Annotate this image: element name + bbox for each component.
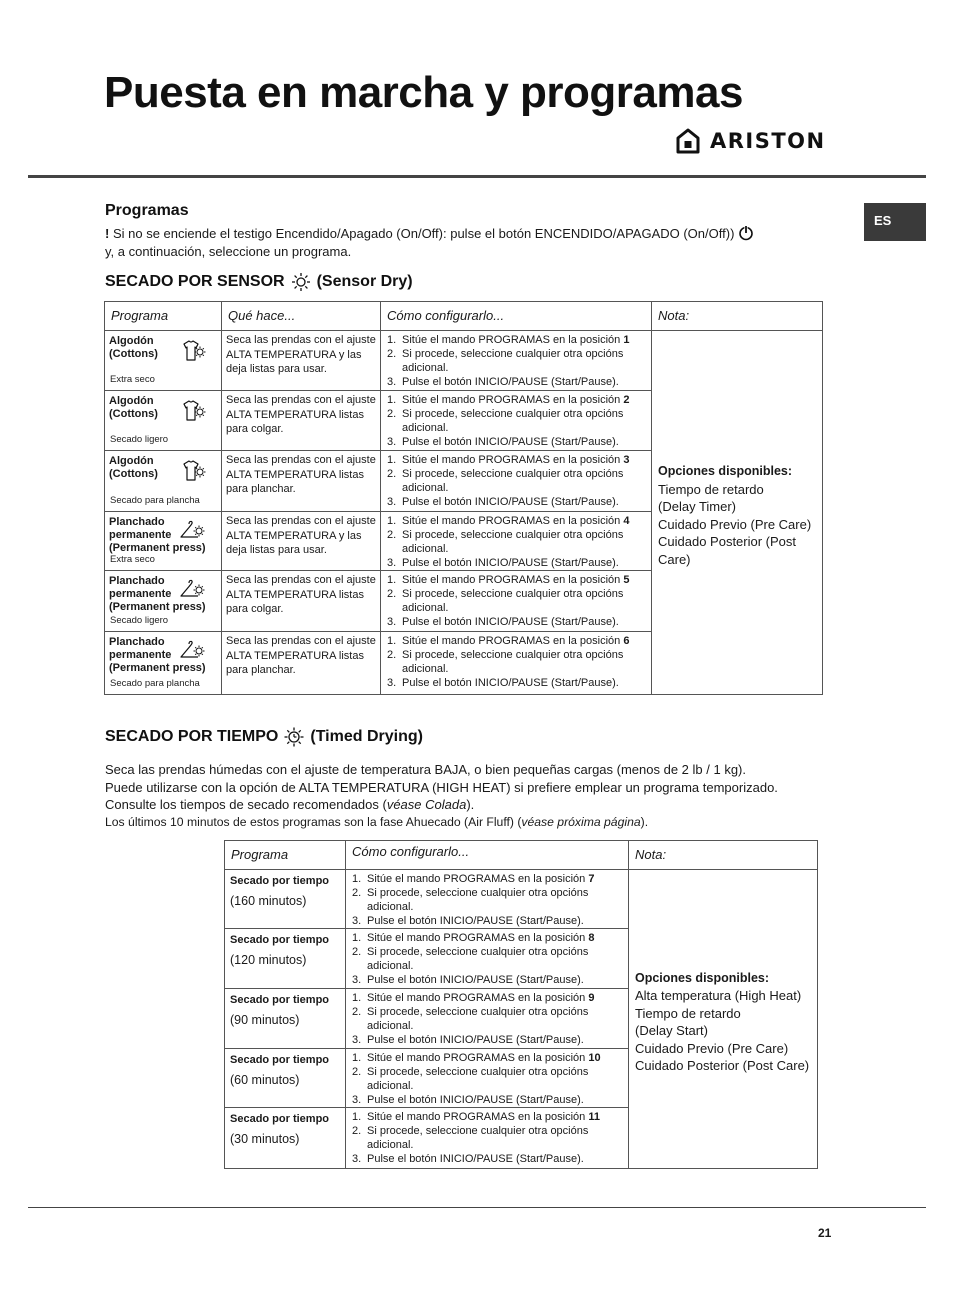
step-1: 1. Sitúe el mando PROGRAMAS en la posición 11 <box>352 1111 600 1123</box>
shirt-sun-icon <box>181 459 207 483</box>
note-text: Si no se enciende el testigo Encendido/Apagado (On/Off): pulse el botón ENCENDIDO/APAGADO (On/Off)) <box>112 226 735 241</box>
program-steps <box>381 391 652 451</box>
program-description: Seca las prendas con el ajuste ALTA TEMPERATURA listas para planchar. <box>222 632 381 695</box>
shirt-sun-icon <box>181 339 207 363</box>
page-number: 21 <box>818 1226 832 1240</box>
step-3: 3. Pulse el botón INICIO/PAUSE (Start/Pause). <box>387 496 619 508</box>
steps-list <box>381 451 651 509</box>
step-1: 1. Sitúe el mando PROGRAMAS en la posición 10 <box>352 1052 601 1064</box>
step-1: 1. Sitúe el mando PROGRAMAS en la posición 7 <box>352 873 595 885</box>
language-tab: ES <box>864 203 926 241</box>
table-row <box>105 331 823 391</box>
brand-logo <box>676 128 826 154</box>
step-3: 3. Pulse el botón INICIO/PAUSE (Start/Pause). <box>387 677 619 689</box>
program-name: Algodón (Cottons) <box>109 335 158 360</box>
program-description: Seca las prendas con el ajuste ALTA TEMPERATURA y las deja listas para usar. <box>222 512 381 571</box>
program-position: 9 <box>588 992 595 1004</box>
program-steps <box>381 632 652 695</box>
program-steps <box>346 870 629 929</box>
nota-heading: Opciones disponibles: <box>658 464 793 478</box>
program-description: Seca las prendas con el ajuste ALTA TEMPERATURA listas para colgar. <box>222 391 381 451</box>
timed-p4: Los últimos 10 minutos de estos programas son la fase Ahuecado (Air Fluff) (véase próxima página). <box>105 814 649 829</box>
timed-drying-table <box>224 840 818 1169</box>
sensor-heading-b: (Sensor Dry) <box>316 273 413 290</box>
program-position: 2 <box>623 394 630 406</box>
program-name: Planchado permanente (Permanent press) <box>109 516 206 554</box>
steps-list <box>381 391 651 449</box>
header-rule <box>28 175 926 178</box>
program-position: 3 <box>623 454 630 466</box>
program-cell <box>105 571 222 632</box>
steps-list <box>381 571 651 629</box>
step-1: 1. Sitúe el mando PROGRAMAS en la posición 6 <box>387 635 630 647</box>
program-cell <box>105 331 222 391</box>
step-3: 3. Pulse el botón INICIO/PAUSE (Start/Pause). <box>352 1153 584 1165</box>
step-1: 1. Sitúe el mando PROGRAMAS en la posición 5 <box>387 574 630 586</box>
program-description: Seca las prendas con el ajuste ALTA TEMPERATURA listas para colgar. <box>222 571 381 632</box>
program-name: Planchado permanente (Permanent press) <box>109 636 206 674</box>
col-programa: Programa <box>225 841 346 870</box>
program-variant: Secado ligero <box>110 434 169 445</box>
timed-p1: Seca las prendas húmedas con el ajuste de temperatura BAJA, o bien pequeñas cargas (menos de 2 lb / 1 kg). <box>105 762 746 777</box>
step-2: 2. Si procede, seleccione cualquier otra opcións adicional. <box>352 1066 589 1092</box>
step-2: 2. Si procede, seleccione cualquier otra opcións adicional. <box>387 408 624 434</box>
hanger-sun-icon <box>179 640 207 664</box>
program-name: Planchado permanente (Permanent press) <box>109 575 206 613</box>
program-name: Secado por tiempo <box>230 994 330 1006</box>
timed-p2: Puede utilizarse con la opción de ALTA TEMPERATURA (HIGH HEAT) si prefiere emplear un programa temporizado. <box>105 779 778 795</box>
timed-heading-a: SECADO POR TIEMPO <box>105 728 279 745</box>
footer-rule <box>28 1207 926 1208</box>
col-como: Cómo configurarlo... <box>346 841 629 870</box>
program-steps <box>381 331 652 391</box>
section-heading-sensor <box>105 272 413 292</box>
program-variant: Secado ligero <box>110 615 169 626</box>
program-cell <box>225 929 346 989</box>
nota-cell: Opciones disponibles: Alta temperatura (High Heat) Tiempo de retardo (Delay Start) Cuidado Previo (Pre Care) Cuidado Posterior (Post Care) <box>629 870 818 1169</box>
program-description: Seca las prendas con el ajuste ALTA TEMPERATURA y las deja listas para usar. <box>222 331 381 391</box>
step-2: 2. Si procede, seleccione cualquier otra opcións adicional. <box>352 946 589 972</box>
step-3: 3. Pulse el botón INICIO/PAUSE (Start/Pause). <box>387 436 619 448</box>
program-position: 7 <box>588 873 595 885</box>
program-steps <box>346 1049 629 1108</box>
shirt-sun-icon <box>181 399 207 423</box>
program-position: 10 <box>588 1052 601 1064</box>
program-cell <box>225 1049 346 1108</box>
step-2: 2. Si procede, seleccione cualquier otra opcións adicional. <box>387 588 624 614</box>
step-3: 3. Pulse el botón INICIO/PAUSE (Start/Pause). <box>352 1034 584 1046</box>
note-text-2: y, a continuación, seleccione un programa. <box>105 244 352 259</box>
steps-list <box>346 1049 628 1107</box>
steps-list <box>381 512 651 570</box>
step-1: 1. Sitúe el mando PROGRAMAS en la posición 9 <box>352 992 595 1004</box>
program-duration: (120 minutos) <box>230 953 307 967</box>
steps-list <box>346 870 628 928</box>
program-name: Algodón (Cottons) <box>109 395 158 420</box>
link-proxima: véase próxima página <box>521 814 641 829</box>
program-steps <box>381 571 652 632</box>
program-variant: Extra seco <box>110 374 155 385</box>
program-steps <box>346 989 629 1049</box>
link-colada: véase Colada <box>386 797 467 812</box>
section-heading-programas: Programas <box>105 202 189 219</box>
program-steps <box>381 512 652 571</box>
step-2: 2. Si procede, seleccione cualquier otra opcións adicional. <box>352 1125 589 1151</box>
program-variant: Extra seco <box>110 554 155 565</box>
col-programa: Programa <box>105 302 222 331</box>
step-2: 2. Si procede, seleccione cualquier otra opcións adicional. <box>387 468 624 494</box>
timed-heading-b: (Timed Drying) <box>310 728 423 745</box>
page-title: Puesta en marcha y programas <box>104 68 743 117</box>
step-2: 2. Si procede, seleccione cualquier otra opcións adicional. <box>352 887 589 913</box>
steps-list <box>346 929 628 987</box>
note-bang: ! <box>105 226 110 241</box>
program-position: 8 <box>588 932 595 944</box>
program-duration: (30 minutos) <box>230 1132 300 1146</box>
section-heading-timed <box>105 727 423 747</box>
step-3: 3. Pulse el botón INICIO/PAUSE (Start/Pause). <box>352 974 584 986</box>
program-name: Secado por tiempo <box>230 934 330 946</box>
program-cell <box>225 870 346 929</box>
nota-cell: Opciones disponibles: Tiempo de retardo (Delay Timer) Cuidado Previo (Pre Care) Cuidado Posterior (Post Care) <box>652 331 823 695</box>
program-cell <box>225 989 346 1049</box>
program-duration: (60 minutos) <box>230 1073 300 1087</box>
col-nota: Nota: <box>652 302 823 331</box>
step-2: 2. Si procede, seleccione cualquier otra opcións adicional. <box>387 529 624 555</box>
program-position: 1 <box>623 334 630 346</box>
step-3: 3. Pulse el botón INICIO/PAUSE (Start/Pause). <box>352 915 584 927</box>
program-steps <box>381 451 652 512</box>
steps-list <box>381 331 651 389</box>
ariston-house-icon <box>676 128 700 154</box>
step-2: 2. Si procede, seleccione cualquier otra opcións adicional. <box>387 649 624 675</box>
step-3: 3. Pulse el botón INICIO/PAUSE (Start/Pause). <box>387 376 619 388</box>
program-steps <box>346 929 629 989</box>
step-1: 1. Sitúe el mando PROGRAMAS en la posición 2 <box>387 394 630 406</box>
hanger-sun-icon <box>179 579 207 603</box>
table-row <box>225 870 818 929</box>
program-position: 11 <box>588 1111 600 1123</box>
program-duration: (90 minutos) <box>230 1013 300 1027</box>
program-cell <box>105 512 222 571</box>
program-steps <box>346 1108 629 1169</box>
step-1: 1. Sitúe el mando PROGRAMAS en la posición 4 <box>387 515 630 527</box>
table-header-row <box>105 302 823 331</box>
timed-p3: Consulte los tiempos de secado recomendados (véase Colada). <box>105 797 475 812</box>
program-cell <box>105 632 222 695</box>
program-cell <box>105 451 222 512</box>
sensor-dry-table <box>104 301 823 695</box>
brand-name: ARISTON <box>710 129 826 153</box>
step-1: 1. Sitúe el mando PROGRAMAS en la posición 1 <box>387 334 630 346</box>
program-name: Secado por tiempo <box>230 875 330 887</box>
step-3: 3. Pulse el botón INICIO/PAUSE (Start/Pause). <box>387 557 619 569</box>
step-3: 3. Pulse el botón INICIO/PAUSE (Start/Pause). <box>387 616 619 628</box>
program-variant: Secado para plancha <box>110 495 200 506</box>
step-1: 1. Sitúe el mando PROGRAMAS en la posición 8 <box>352 932 595 944</box>
power-icon <box>738 225 754 241</box>
steps-list <box>346 989 628 1047</box>
programas-note <box>105 225 825 261</box>
col-como: Cómo configurarlo... <box>381 302 652 331</box>
program-name: Algodón (Cottons) <box>109 455 158 480</box>
col-nota: Nota: <box>629 841 818 870</box>
nota-heading: Opciones disponibles: <box>635 970 770 985</box>
steps-list <box>381 632 651 690</box>
program-cell <box>105 391 222 451</box>
timed-description <box>105 761 835 831</box>
table-header-row <box>225 841 818 870</box>
timer-sun-icon <box>284 727 304 747</box>
program-cell <box>225 1108 346 1169</box>
step-1: 1. Sitúe el mando PROGRAMAS en la posición 3 <box>387 454 630 466</box>
program-variant: Secado para plancha <box>110 678 200 689</box>
program-position: 5 <box>623 574 630 586</box>
program-duration: (160 minutos) <box>230 894 307 908</box>
program-name: Secado por tiempo <box>230 1054 330 1066</box>
program-position: 6 <box>623 635 630 647</box>
sensor-heading-a: SECADO POR SENSOR <box>105 273 285 290</box>
hanger-sun-icon <box>179 520 207 544</box>
program-position: 4 <box>623 515 630 527</box>
steps-list <box>346 1108 628 1166</box>
step-3: 3. Pulse el botón INICIO/PAUSE (Start/Pause). <box>352 1094 584 1106</box>
col-que-hace: Qué hace... <box>222 302 381 331</box>
program-description: Seca las prendas con el ajuste ALTA TEMPERATURA listas para planchar. <box>222 451 381 512</box>
step-2: 2. Si procede, seleccione cualquier otra opcións adicional. <box>352 1006 589 1032</box>
step-2: 2. Si procede, seleccione cualquier otra opcións adicional. <box>387 348 624 374</box>
program-name: Secado por tiempo <box>230 1113 330 1125</box>
sun-icon <box>291 272 311 292</box>
